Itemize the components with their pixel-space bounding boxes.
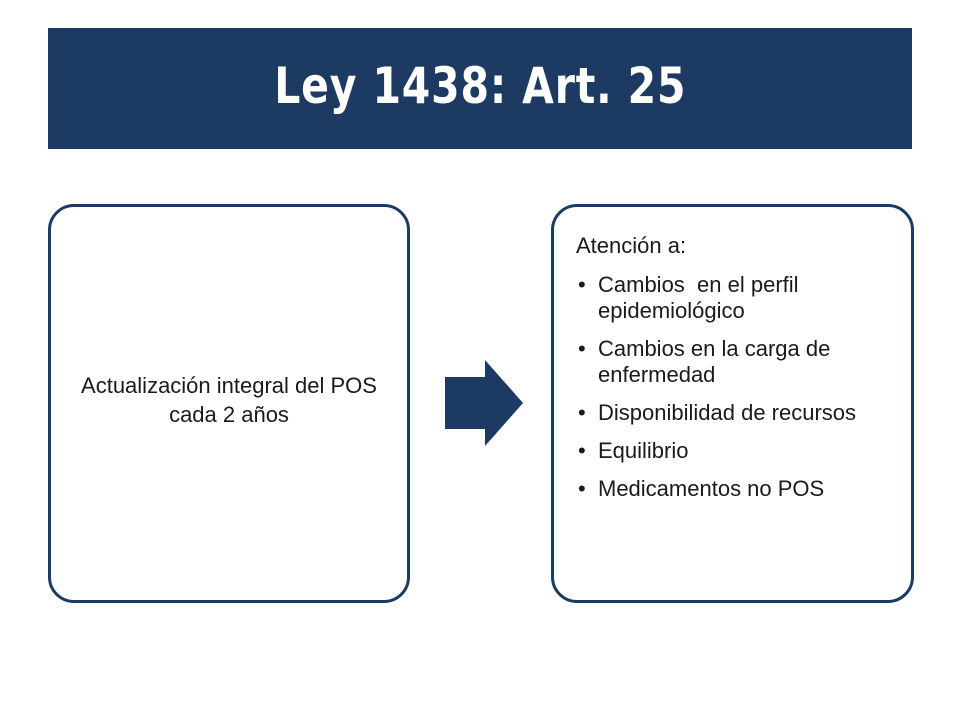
bullet-item — [576, 438, 901, 464]
bullet-dot-icon: • — [578, 438, 586, 463]
title-banner — [48, 28, 912, 149]
bullet-item — [576, 400, 901, 426]
bullet-text: Disponibilidad de recursos — [598, 400, 857, 425]
right-arrow-icon — [445, 360, 523, 446]
right-box-heading: Atención a: — [576, 233, 687, 258]
right-process-box — [551, 204, 914, 603]
left-process-box — [48, 204, 410, 603]
bullet-dot-icon: • — [578, 400, 586, 425]
bullet-dot-icon: • — [578, 336, 586, 361]
slide-title: Ley 1438: Art. 25 — [273, 56, 687, 115]
bullet-item — [576, 476, 901, 502]
bullet-dot-icon: • — [578, 476, 586, 501]
arrow-shape — [445, 360, 523, 446]
bullet-dot-icon: • — [578, 272, 586, 297]
bullet-text: Medicamentos no POS — [598, 476, 825, 501]
bullet-text: Cambios en la carga de enfermedad — [598, 336, 837, 387]
bullet-item — [576, 336, 901, 388]
left-box-text: Actualización integral del POS cada 2 años — [81, 372, 377, 427]
bullet-list — [576, 272, 901, 502]
bullet-item — [576, 272, 901, 324]
bullet-text: Equilibrio — [598, 438, 689, 463]
bullet-text: Cambios en el perfil epidemiológico — [598, 272, 805, 323]
